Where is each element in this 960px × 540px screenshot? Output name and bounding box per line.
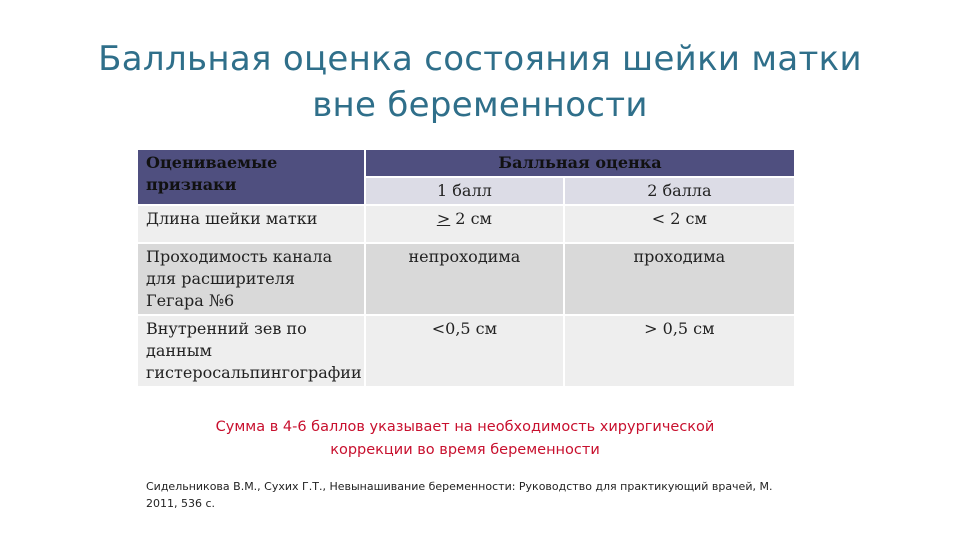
table-row	[137, 243, 795, 315]
ge-symbol: >	[436, 209, 451, 228]
scoring-table	[136, 148, 796, 388]
reference: Сидельникова В.М., Сухих Г.Т., Невынашивание беременности: Руководство для практикующий врачей, М. 2011, 536 с.	[146, 480, 773, 510]
row-score-1: непроходима	[365, 243, 564, 315]
note	[150, 416, 780, 462]
note-line-1: Сумма в 4-6 баллов указывает на необходимость хирургической	[215, 419, 715, 435]
row-score-2: < 2 см	[564, 205, 795, 243]
slide-title-line-1: Балльная оценка состояния шейки матки	[98, 39, 862, 79]
row-score-1	[365, 205, 564, 243]
table-row	[137, 205, 795, 243]
slide-title	[40, 36, 920, 128]
row-score-2: > 0,5 см	[564, 315, 795, 387]
row-score-1: <0,5 см	[365, 315, 564, 387]
table-row	[137, 315, 795, 387]
header-criteria: Оцениваемые признаки	[137, 149, 365, 205]
note-line-2: коррекции во время беременности	[330, 442, 600, 458]
row-score-2: проходима	[564, 243, 795, 315]
row-score-1-value: 2 см	[450, 209, 492, 228]
row-criterion: Проходимость канала для расширителя Гегара №6	[137, 243, 365, 315]
row-criterion: Внутренний зев по данным гистеросальпингографии	[137, 315, 365, 387]
header-score-2: 2 балла	[564, 177, 795, 205]
header-score-1: 1 балл	[365, 177, 564, 205]
row-criterion: Длина шейки матки	[137, 205, 365, 243]
header-score: Балльная оценка	[365, 149, 795, 177]
slide-title-line-2: вне беременности	[312, 85, 648, 125]
